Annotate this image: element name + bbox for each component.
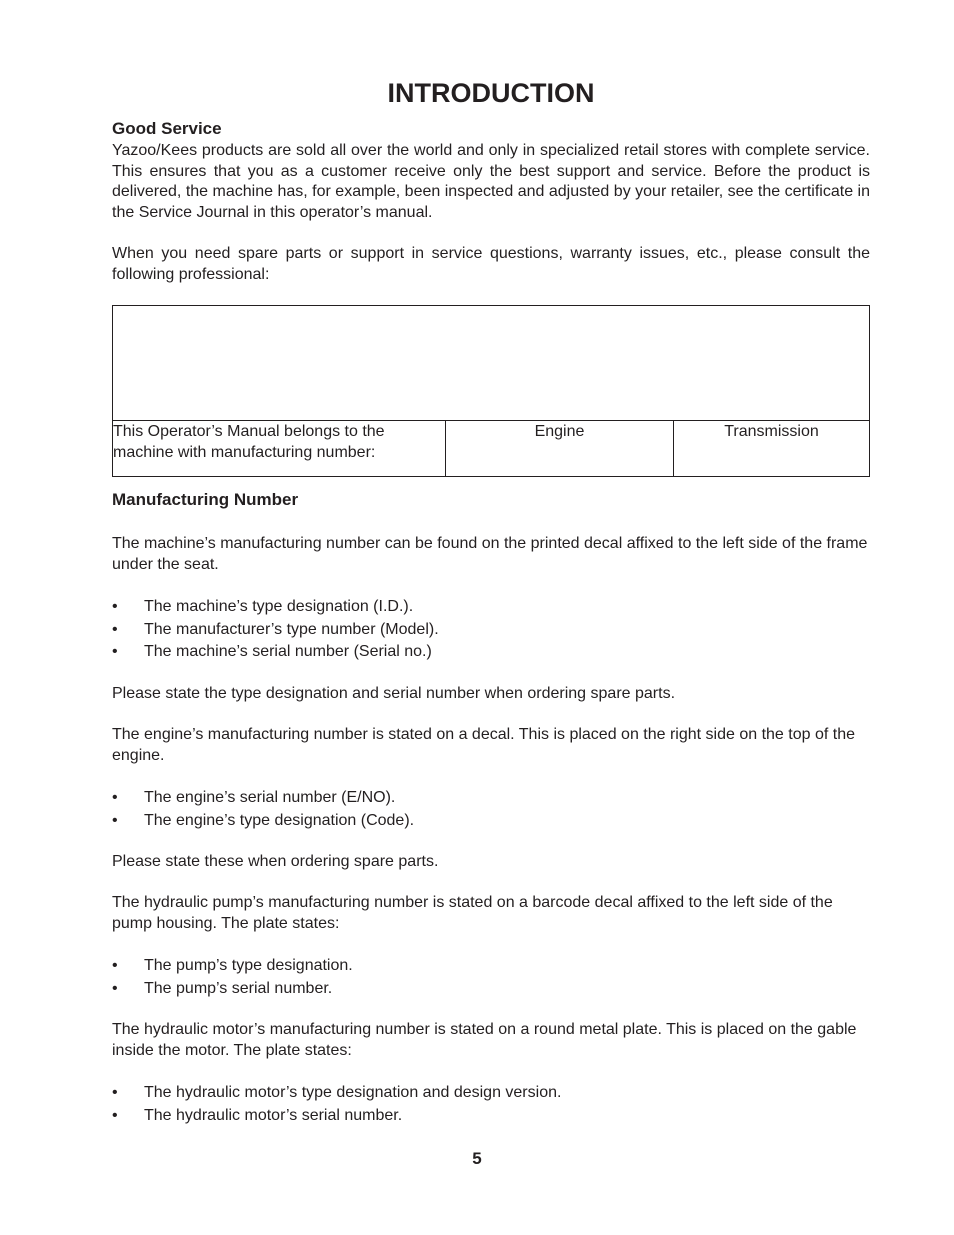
good-service-paragraph: Yazoo/Kees products are sold all over the world and only in specialized retail stores with complete service. This ensures that you as a customer receive only the best support and service. Before the product is delivered, the machine has, for example, been inspected and adjusted by your retailer, see the certificate in the Service Journal in this operator’s manual. [112,142,870,221]
list-item: • The hydraulic motor’s type designation and design version. [112,1084,562,1101]
manufacturing-number-heading: Manufacturing Number [112,490,299,509]
pump-number-paragraph: The hydraulic pump’s manufacturing number is stated on a barcode decal affixed to the left side of the pump housing. The plate states: [112,894,833,932]
ordering-paragraph: Please state the type designation and serial number when ordering spare parts. [112,685,676,702]
transmission-cell: Transmission [724,423,819,440]
ordering-paragraph-2: Please state these when ordering spare parts. [112,853,439,870]
page-number: 5 [472,1149,482,1168]
machine-id-list [112,596,439,664]
list-item: • The pump’s serial number. [112,979,333,997]
owner-label-cell: This Operator’s Manual belongs to the machine with manufacturing number: [113,421,446,477]
engine-id-list [112,787,414,832]
list-item: • The engine’s serial number (E/NO). [112,789,396,806]
motor-id-list [112,1082,561,1127]
dealer-info-box [112,305,870,477]
list-item: • The hydraulic motor’s serial number. [112,1106,403,1124]
list-item: • The engine’s type designation (Code). [112,811,415,829]
good-service-heading: Good Service [112,119,222,138]
list-item: • The machine’s serial number (Serial no.) [112,643,432,661]
engine-cell: Engine [446,421,674,477]
consult-paragraph: When you need spare parts or support in service questions, warranty issues, etc., please consult the following professional: [112,245,870,283]
list-item: • The manufacturer’s type number (Model). [112,620,439,638]
list-item: • The pump’s type designation. [112,957,353,974]
page-title: INTRODUCTION [387,78,595,108]
engine-number-paragraph: The engine’s manufacturing number is stated on a decal. This is placed on the right side on the top of the engine. [112,726,855,764]
list-item: • The machine’s type designation (I.D.). [112,598,414,615]
motor-number-paragraph: The hydraulic motor’s manufacturing number is stated on a round metal plate. This is placed on the gable inside the motor. The plate states: [112,1021,857,1059]
decal-location-paragraph: The machine’s manufacturing number can be found on the printed decal affixed to the left side of the frame under the seat. [112,535,868,573]
pump-id-list [112,955,353,1000]
manufacturing-number-row [113,420,869,477]
